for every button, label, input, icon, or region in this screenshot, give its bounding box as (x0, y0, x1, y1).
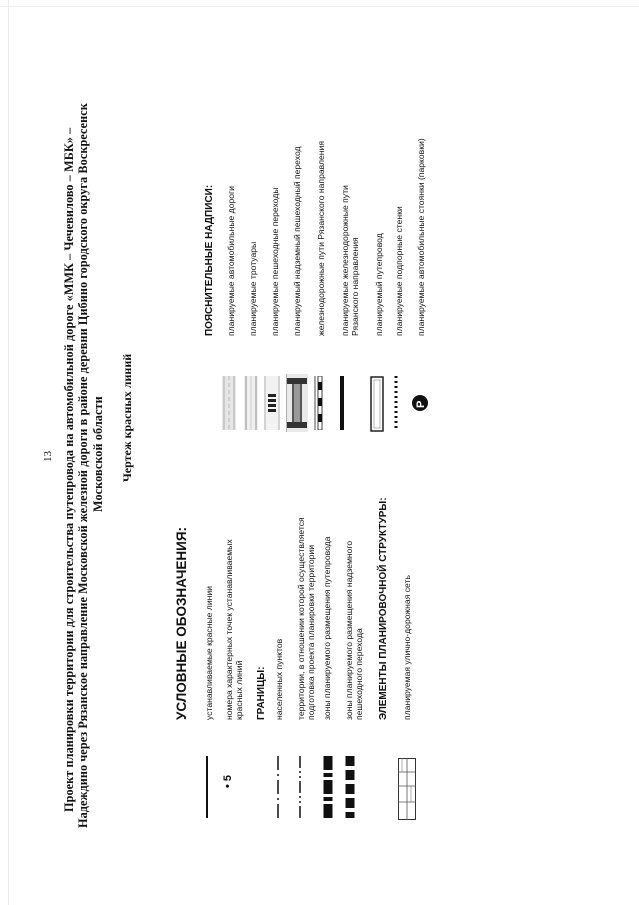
planned-roads-symbol (222, 376, 236, 430)
border-pedestrian-zone-label-2: пешеходного перехода (354, 628, 364, 720)
red-lines-label: устанавливаемые красные линии (204, 586, 214, 720)
note-planned-sidewalks: планируемые тротуары (248, 241, 258, 336)
note-parking: планируемые автомобильные стоянки (парковки) (416, 138, 426, 336)
settlement-border-symbol (274, 756, 282, 818)
note-planned-roads: планируемые автомобильные дороги (226, 186, 236, 336)
note-overhead-crossing: планируемый надземный пешеходный переход (292, 146, 302, 336)
title-line-1: Проект планировки территории для строительства путепровода на автомобильной дороге «ММК – Чечевилово – МБК» – (62, 127, 76, 812)
points-label-line-1: номера характерных точек устанавливаемых (224, 539, 234, 720)
overhead-crossing-symbol (286, 374, 308, 432)
street-road-network-symbol (398, 758, 416, 820)
scan-edge-top (0, 6, 639, 7)
overpass-symbol (370, 376, 384, 432)
border-overpass-zone-label: зоны планируемого размещения путепровода (322, 536, 332, 720)
pedestrian-zone-border-symbol (344, 756, 356, 818)
street-road-network-label: планируемая улично-дорожная сеть (402, 575, 412, 720)
retaining-walls-symbol (392, 376, 400, 430)
border-settlements-label: населенных пунктов (274, 638, 284, 720)
page-number: 13 (42, 451, 54, 462)
note-pedestrian-crossings: планируемые пешеходные переходы (270, 187, 280, 336)
border-pedestrian-zone-label-1: зоны планируемого размещения надземного (344, 540, 354, 720)
elements-heading: ЭЛЕМЕНТЫ ПЛАНИРОВОЧНОЙ СТРУКТУРЫ: (378, 497, 389, 720)
sidewalks-symbol (244, 376, 258, 430)
title-line-3: Московской области (91, 396, 105, 512)
note-planned-railway-1: планируемые железнодорожные пути (340, 185, 350, 336)
overpass-zone-border-symbol (322, 756, 334, 818)
planned-railway-symbol (340, 376, 344, 430)
point-number-symbol: • 5 (222, 774, 234, 788)
border-territory-label-2: подготовка проекта планировки территории (306, 545, 316, 720)
note-retaining-walls: планируемые подпорные стенки (394, 206, 404, 336)
title-line-2: Надеждино через Рязанское направление Московской железной дороги в районе деревни Цибино городского округа Воскресенск (76, 103, 90, 828)
drawing-subtitle: Чертеж красных линий (120, 353, 134, 482)
scan-edge-left (8, 0, 9, 905)
note-railway: железнодорожные пути Рязанского направления (316, 140, 326, 336)
note-overpass: планируемый путепровод (374, 233, 384, 336)
points-label-line-2: красных линий (234, 660, 244, 720)
pedestrian-crossings-symbol (264, 376, 280, 430)
planning-territory-border-symbol (296, 756, 304, 818)
legend-heading: УСЛОВНЫЕ ОБОЗНАЧЕНИЯ: (174, 526, 189, 720)
red-line-symbol (206, 756, 208, 818)
parking-letter: P (415, 400, 427, 408)
parking-icon (412, 395, 428, 411)
border-territory-label-1: территории, в отношении которой осуществляется (296, 517, 306, 720)
borders-heading: ГРАНИЦЫ: (256, 666, 267, 720)
notes-heading: ПОЯСНИТЕЛЬНЫЕ НАДПИСИ: (204, 184, 215, 336)
note-planned-railway-2: Рязанского направления (350, 237, 360, 336)
railway-symbol (314, 376, 326, 430)
